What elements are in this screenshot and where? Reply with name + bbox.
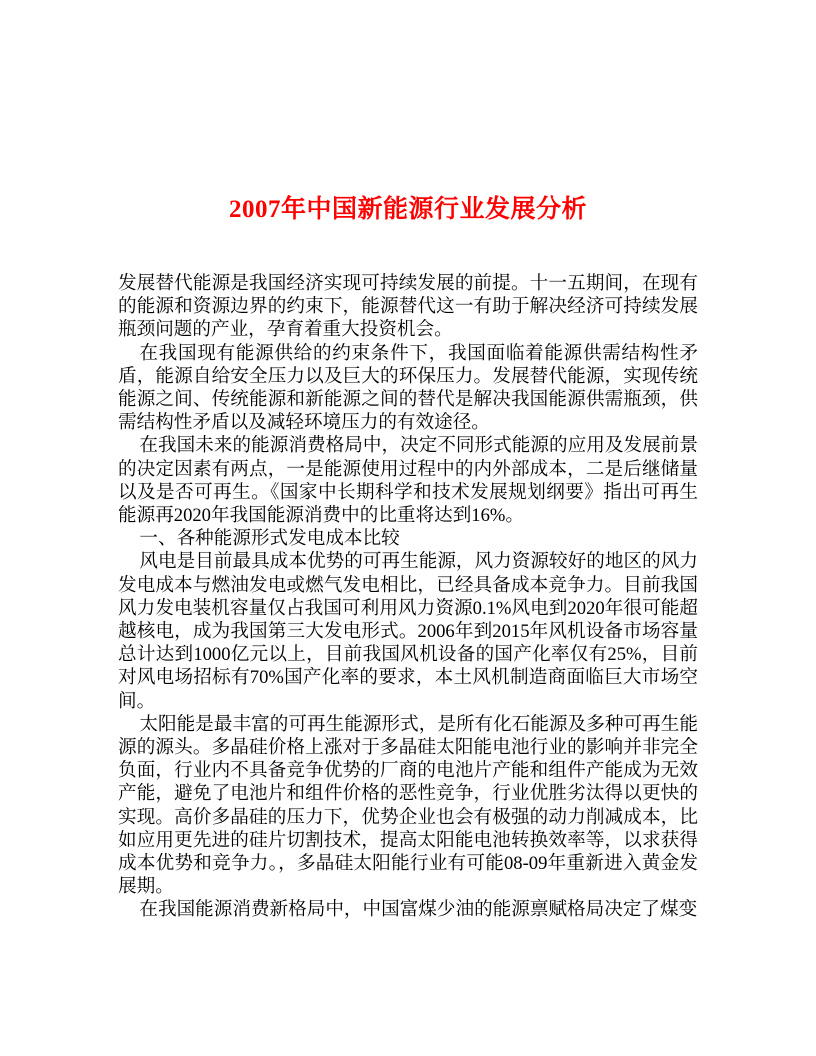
paragraph-coal-conversion: 在我国能源消费新格局中，中国富煤少油的能源禀赋格局决定了煤变 [139, 899, 698, 921]
paragraph-intro: 发展替代能源是我国经济实现可持续发展的前提。十一五期间，在现有的能源和资源边界的约束下，能源替代这一有助于解决经济可持续发展瓶颈问题的产业，孕育着重大投资机会。 [118, 273, 698, 341]
paragraph-supply-constraints: 在我国现有能源供给的约束条件下，我国面临着能源供需结构性矛盾，能源自给安全压力以及巨大的环保压力。发展替代能源，实现传统能源之间、传统能源和新能源之间的替代是解决我国能源供需瓶颈，供需结构性矛盾以及减轻环境压力的有效途径。 [118, 342, 698, 434]
document-title: 2007年中国新能源行业发展分析 [228, 196, 587, 223]
section-heading-cost-comparison: 一、各种能源形式发电成本比较 [139, 528, 400, 550]
paragraph-wind-power: 风电是目前最具成本优势的可再生能源，风力资源较好的地区的风力发电成本与燃油发电或燃气发电相比，已经具备成本竞争力。目前我国风力发电装机容量仅占我国可利用风力资源0.1%风电到2020年很可能超越核电，成为我国第三大发电形式。2006年到2015年风机设备市场容量总计达到1000亿元以上，目前我国风机设备的国产化率仅有25%，目前对风电场招标有70%国产化率的要求，本土风机制造商面临巨大市场空间。 [118, 551, 698, 712]
paragraph-future-consumption: 在我国未来的能源消费格局中，决定不同形式能源的应用及发展前景的决定因素有两点，一是能源使用过程中的内外部成本，二是后继储量以及是否可再生。《国家中长期科学和技术发展规划纲要》指出可再生能源再2020年我国能源消费中的比重将达到16%。 [118, 435, 698, 527]
paragraph-solar-power: 太阳能是最丰富的可再生能源形式，是所有化石能源及多种可再生能源的源头。多晶硅价格上涨对于多晶硅太阳能电池行业的影响并非完全负面，行业内不具备竞争优势的厂商的电池片产能和组件产能成为无效产能，避免了电池片和组件价格的恶性竞争，行业优胜劣汰得以更快的实现。高价多晶硅的压力下，优势企业也会有极强的动力削减成本，比如应用更先进的硅片切割技术，提高太阳能电池转换效率等，以求获得成本优势和竞争力。，多晶硅太阳能行业有可能08-09年重新进入黄金发展期。 [118, 713, 698, 898]
document-body [118, 272, 698, 922]
